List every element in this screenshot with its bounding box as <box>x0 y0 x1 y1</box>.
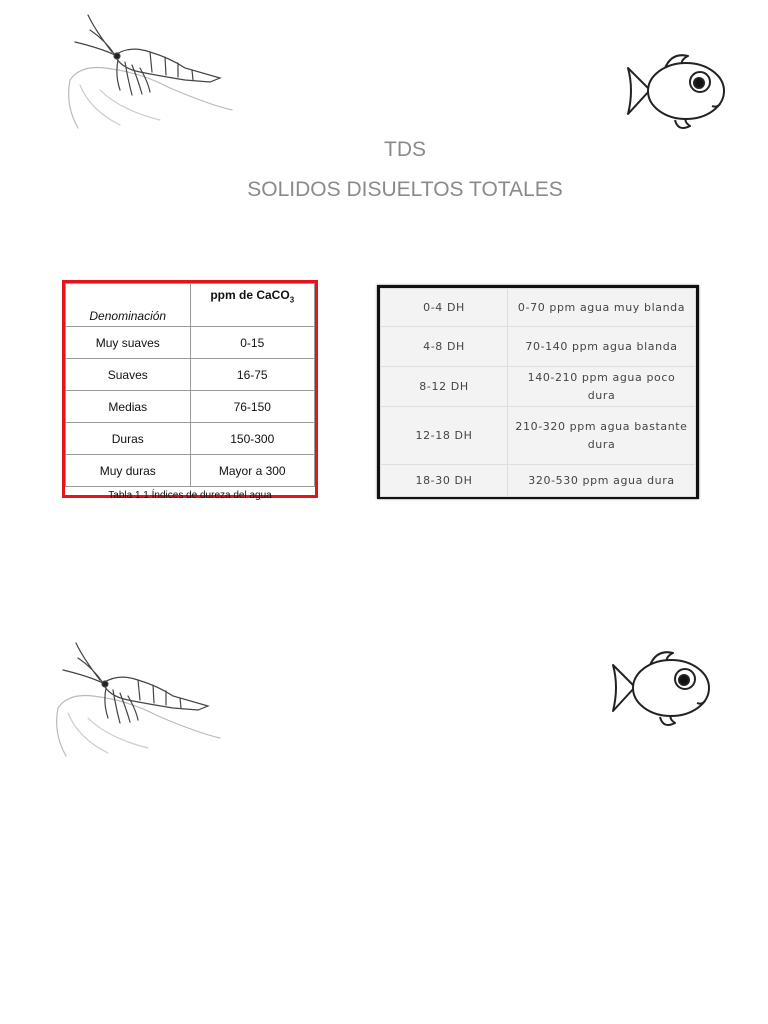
table-row <box>381 465 696 497</box>
dh-range: 0-4 DH <box>381 289 508 327</box>
hardness-ppm: 16-75 <box>190 359 315 391</box>
shrimp-icon <box>48 638 228 763</box>
dh-table-frame <box>377 285 699 499</box>
fish-icon <box>620 48 730 133</box>
dh-range: 8-12 DH <box>381 367 508 407</box>
table-row <box>66 327 315 359</box>
page-subtitle: SOLIDOS DISUELTOS TOTALES <box>247 178 563 201</box>
shrimp-icon <box>60 10 240 135</box>
dh-description: 210-320 ppm agua bastante dura <box>508 407 696 465</box>
table-row <box>66 391 315 423</box>
hardness-table <box>65 283 315 504</box>
dh-description: 320-530 ppm agua dura <box>508 465 696 497</box>
hardness-ppm: Mayor a 300 <box>190 455 315 487</box>
table-row <box>381 289 696 327</box>
dh-range: 4-8 DH <box>381 327 508 367</box>
table-caption: Tabla 1.1 Índices de dureza del agua <box>66 487 315 505</box>
hardness-ppm: 150-300 <box>190 423 315 455</box>
table-row <box>66 455 315 487</box>
hardness-table-frame <box>62 280 318 501</box>
col-header-ppm: ppm de CaCO$_3$ <box>190 284 315 327</box>
hardness-ppm: 76-150 <box>190 391 315 423</box>
hardness-name: Muy duras <box>66 455 191 487</box>
dh-range: 12-18 DH <box>381 407 508 465</box>
col-header-name: Denominación <box>66 284 191 327</box>
table-row <box>66 359 315 391</box>
dh-description: 0-70 ppm agua muy blanda <box>508 289 696 327</box>
dh-table <box>380 288 696 497</box>
table-row <box>381 327 696 367</box>
table-row <box>381 367 696 407</box>
table-row <box>66 423 315 455</box>
page-title: TDS <box>384 138 426 161</box>
dh-range: 18-30 DH <box>381 465 508 497</box>
dh-description: 70-140 ppm agua blanda <box>508 327 696 367</box>
hardness-name: Muy suaves <box>66 327 191 359</box>
hardness-name: Suaves <box>66 359 191 391</box>
fish-icon <box>605 645 715 730</box>
table-row <box>381 407 696 465</box>
dh-description: 140-210 ppm agua poco dura <box>508 367 696 407</box>
hardness-name: Medias <box>66 391 191 423</box>
hardness-ppm: 0-15 <box>190 327 315 359</box>
hardness-name: Duras <box>66 423 191 455</box>
